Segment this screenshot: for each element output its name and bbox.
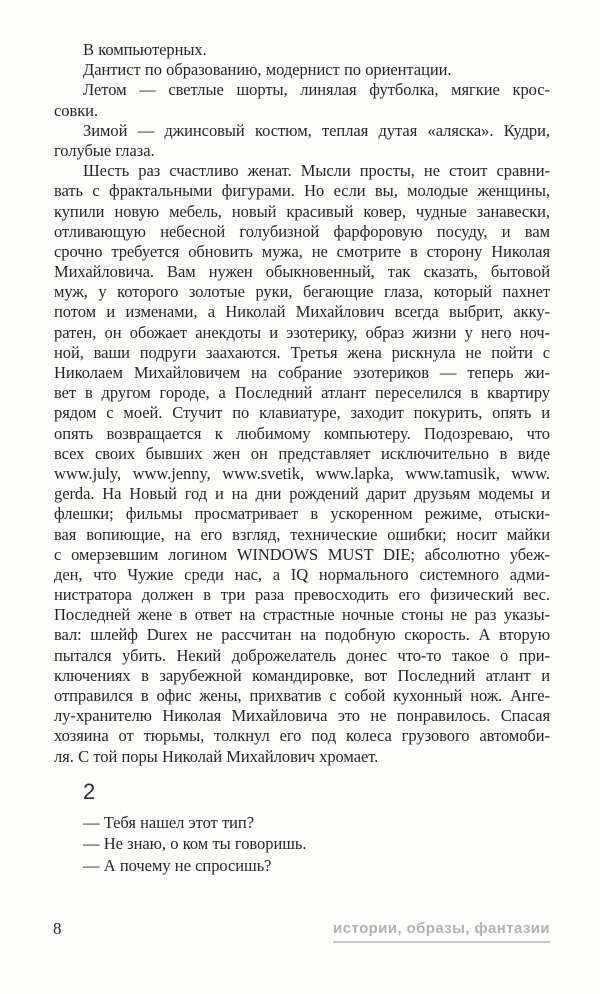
- text-line: купили новую мебель, новый красивый ковер, чудные занавески,: [54, 201, 550, 221]
- text-line: опять возвращается к любимому компьютеру. Подозреваю, что: [54, 423, 550, 443]
- text-line: отливающую небесной голубизной фарфоровую посуду, и вам: [54, 221, 550, 241]
- paragraph: [54, 161, 550, 767]
- dialog-paragraph: [54, 812, 550, 834]
- section-heading: [54, 779, 550, 805]
- dialog-paragraph: [54, 855, 550, 877]
- text-line: Николаем Михайловичем на собрание эзотериков — теперь жи-: [54, 363, 550, 382]
- text-block: [54, 40, 550, 876]
- text-line: gerda. На Новый год и на дни рождений дарит друзьям модемы и: [54, 484, 550, 504]
- text-line: вал: шлейф Durex не рассчитан на подобную скорость. А вторую: [54, 625, 550, 645]
- text-line: рядом с моей. Стучит по клавиатуре, заходит покурить, опять и: [54, 403, 550, 423]
- text-line: ратен, он обожает анекдоты и эзотерику, образ жизни у него ноч-: [54, 322, 550, 342]
- dialog-paragraph: [54, 833, 550, 855]
- text-line: ден, что Чужие среди нас, а IQ нормального системного адми-: [54, 564, 550, 584]
- text-line: отправился в офис жены, прихватив с собой кухонный нож. Анге-: [54, 686, 550, 705]
- text-line: нистратора должен в три раза превосходить его физический вес.: [54, 585, 550, 605]
- text-line: Летом — светлые шорты, линялая футболка, мягкие крос-: [83, 80, 550, 100]
- text-line: потом и изменами, а Николай Михайлович всегда выбрит, акку-: [54, 302, 550, 322]
- text-line: с омерзевшим логином WINDOWS MUST DIE; абсолютно убеж-: [54, 544, 550, 564]
- text-line: Дантист по образованию, модернист по ориентации.: [83, 60, 452, 80]
- text-line: всех своих бывших жен он представляет исключительно в виде: [54, 443, 550, 463]
- text-line: Михайловича. Вам нужен обыкновенный, так сказать, бытовой: [54, 262, 550, 282]
- text-line: пытался убить. Некий доброжелатель донес что-то такое о при-: [54, 645, 550, 665]
- text-line: Последней жене в ответ на страстные ночные стоны не раз указы-: [54, 605, 550, 625]
- text-line: совки.: [54, 100, 99, 120]
- text-line: ной, ваши подруги заахаются. Третья жена рискнула не пойти с: [54, 342, 550, 362]
- text-line: ля. С той поры Николай Михайлович хромает.: [54, 746, 379, 766]
- paragraph: [54, 60, 550, 80]
- text-line: лу-хранителю Николая Михайловича это не понравилось. Спасая: [54, 706, 550, 726]
- text-line: хозяина от тюрьмы, толкнул его под колеса грузового автомоби-: [54, 726, 550, 746]
- text-line: В компьютерных.: [83, 40, 207, 59]
- text-line: — Тебя нашел этот тип?: [83, 812, 254, 832]
- paragraph: [54, 80, 550, 120]
- page-number: 8: [53, 919, 62, 938]
- text-line: вет в другом городе, а Последний атлант переселился в квартиру: [54, 383, 550, 403]
- text-line: голубые глаза.: [54, 140, 155, 160]
- text-line: ключениях в зарубежной командировке, вот Последний атлант и: [54, 665, 550, 685]
- text-line: флешки; фильмы просматривает в ускоренном режиме, отыски-: [54, 504, 550, 524]
- text-line: www.july, www.jenny, www.svetik, www.lapka, www.tamusik, www.: [54, 463, 550, 483]
- text-line: срочно требуется обновить мужа, не смотрите в сторону Николая: [54, 241, 550, 261]
- paragraph: [54, 40, 550, 60]
- text-line: вая вопиющие, на его взгляд, технические ошибки; носит майки: [54, 524, 550, 544]
- text-line: муж, у которого золотые руки, бегающие глаза, который пахнет: [54, 282, 550, 302]
- text-line: Зимой — джинсовый костюм, теплая дутая «аляска». Кудри,: [83, 120, 550, 140]
- text-line: — А почему не спросишь?: [83, 855, 272, 875]
- paragraph: [54, 121, 550, 161]
- text-line: 2: [83, 778, 96, 804]
- text-line: — Не знаю, о ком ты говоришь.: [83, 834, 307, 854]
- text-line: вать с фрактальными фигурами. Но если вы, молодые женщины,: [54, 181, 550, 201]
- text-line: Шесть раз счастливо женат. Мысли просты, не стоит сравни-: [83, 161, 550, 181]
- running-title: истории, образы, фантазии: [333, 920, 550, 943]
